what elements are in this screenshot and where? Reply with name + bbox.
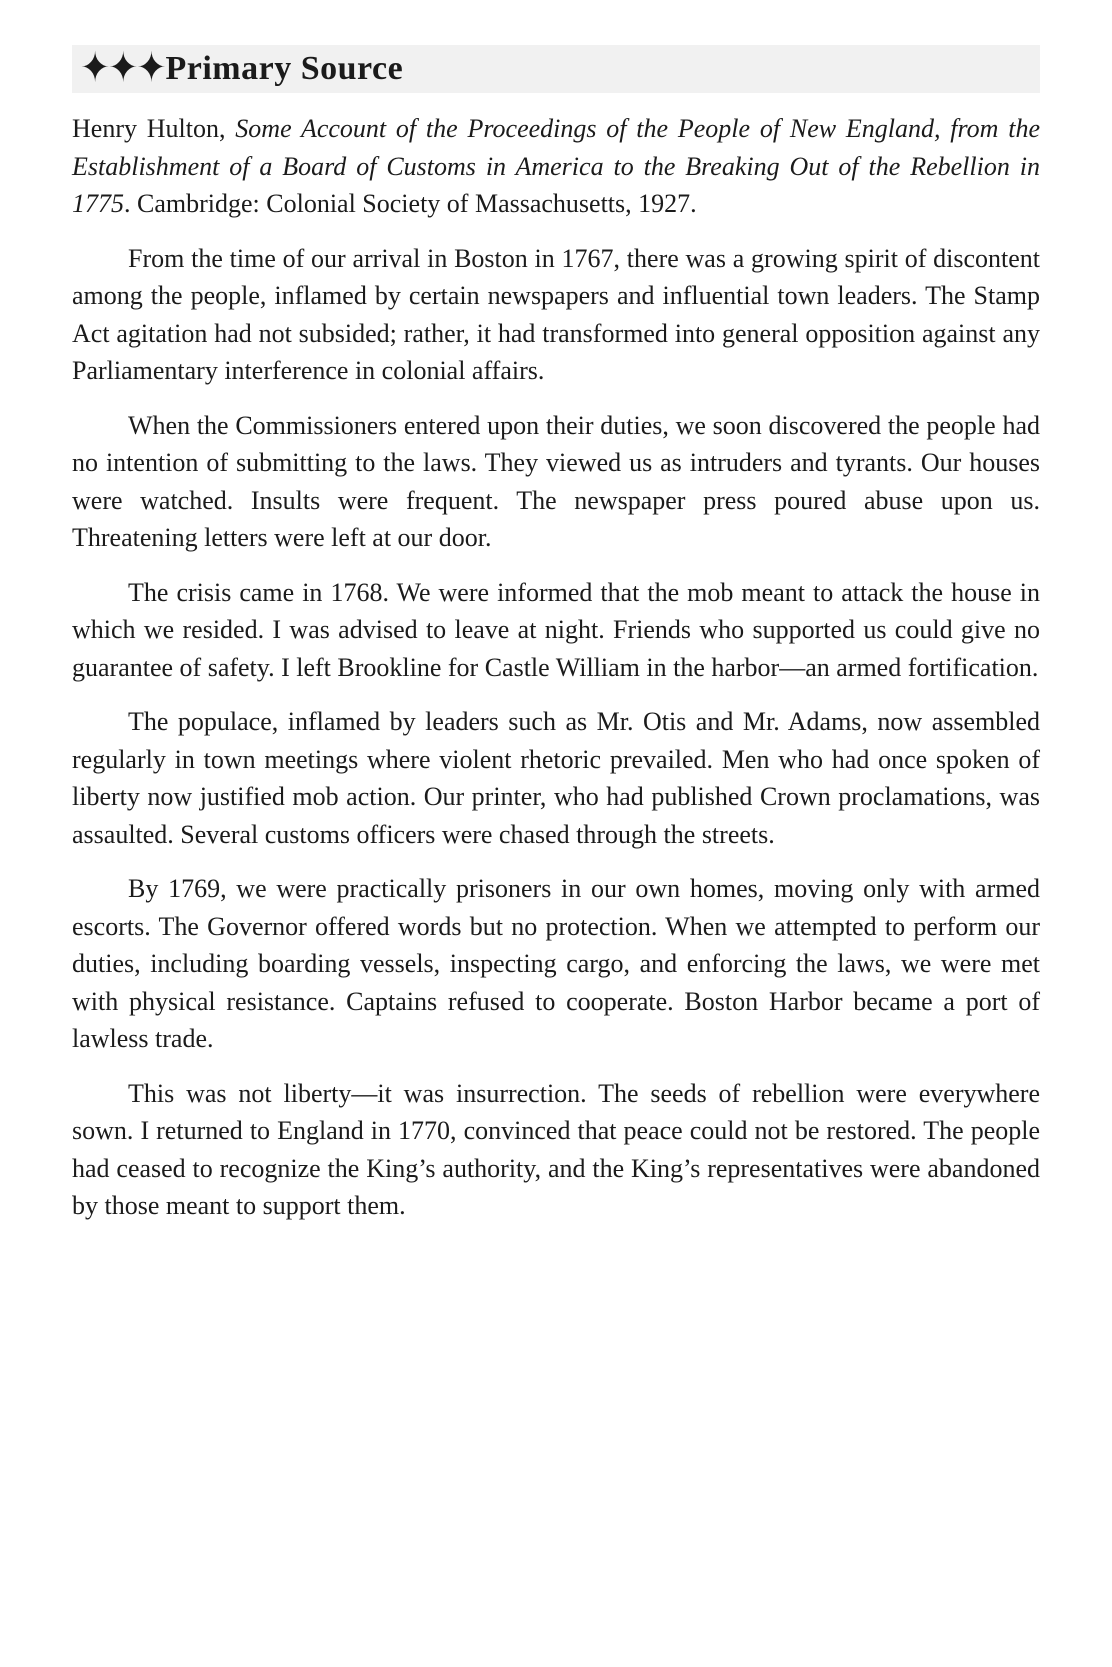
paragraph-6: This was not liberty—it was insurrection. The seeds of rebellion were everywhere sown. I returned to England in 1770, convinced that peace could not be restored. The people had ceased to recognize the King’s authority, and the King’s representatives were abandoned by those meant to support them. — [72, 1078, 1040, 1220]
paragraph-1: From the time of our arrival in Boston in 1767, there was a growing spirit of discontent among the people, inflamed by certain newspapers and influential town leaders. The Stamp Act agitation had not subsided; rather, it had transformed into general opposition against any Parliamentary interference in colonial affairs. — [72, 243, 1040, 385]
paragraph-4: The populace, inflamed by leaders such as Mr. Otis and Mr. Adams, now assembled regularly in town meetings where violent rhetoric prevailed. Men who had once spoken of liberty now justified mob action. Our printer, who had published Crown proclamations, was assaulted. Several customs officers were chased through the streets. — [72, 707, 1040, 849]
citation — [72, 110, 1040, 223]
paragraph-2: When the Commissioners entered upon their duties, we soon discovered the people had no intention of submitting to the laws. They viewed us as intruders and tyrants. Our houses were watched. Insults were frequent. The newspaper press poured abuse upon us. Threatening letters were left at our door. — [72, 410, 1040, 552]
paragraph-3: The crisis came in 1768. We were informed that the mob meant to attack the house in which we resided. I was advised to leave at night. Friends who supported us could give no guarantee of safety. I left Brookline for Castle William in the harbor—an armed fortification. — [72, 577, 1040, 682]
citation-author: Henry Hulton, — [72, 114, 236, 143]
diamond-icons: ✦✦✦ — [80, 44, 165, 92]
page-title: Primary Source — [165, 50, 404, 87]
citation-publication: . Cambridge: Colonial Society of Massachusetts, 1927. — [124, 189, 697, 218]
citation-work-title: Some Account of the Proceedings of the People of New England, from the Establishment of a Board of Customs in America to the Breaking Out of the Rebellion in 1775 — [72, 114, 1040, 218]
document-body — [72, 110, 1040, 1225]
primary-source-header — [72, 45, 1040, 93]
paragraph-5: By 1769, we were practically prisoners in our own homes, moving only with armed escorts. The Governor offered words but no protection. When we attempted to perform our duties, including boarding vessels, inspecting cargo, and enforcing the laws, we were met with physical resistance. Captains refused to cooperate. Boston Harbor became a port of lawless trade. — [72, 874, 1040, 1053]
